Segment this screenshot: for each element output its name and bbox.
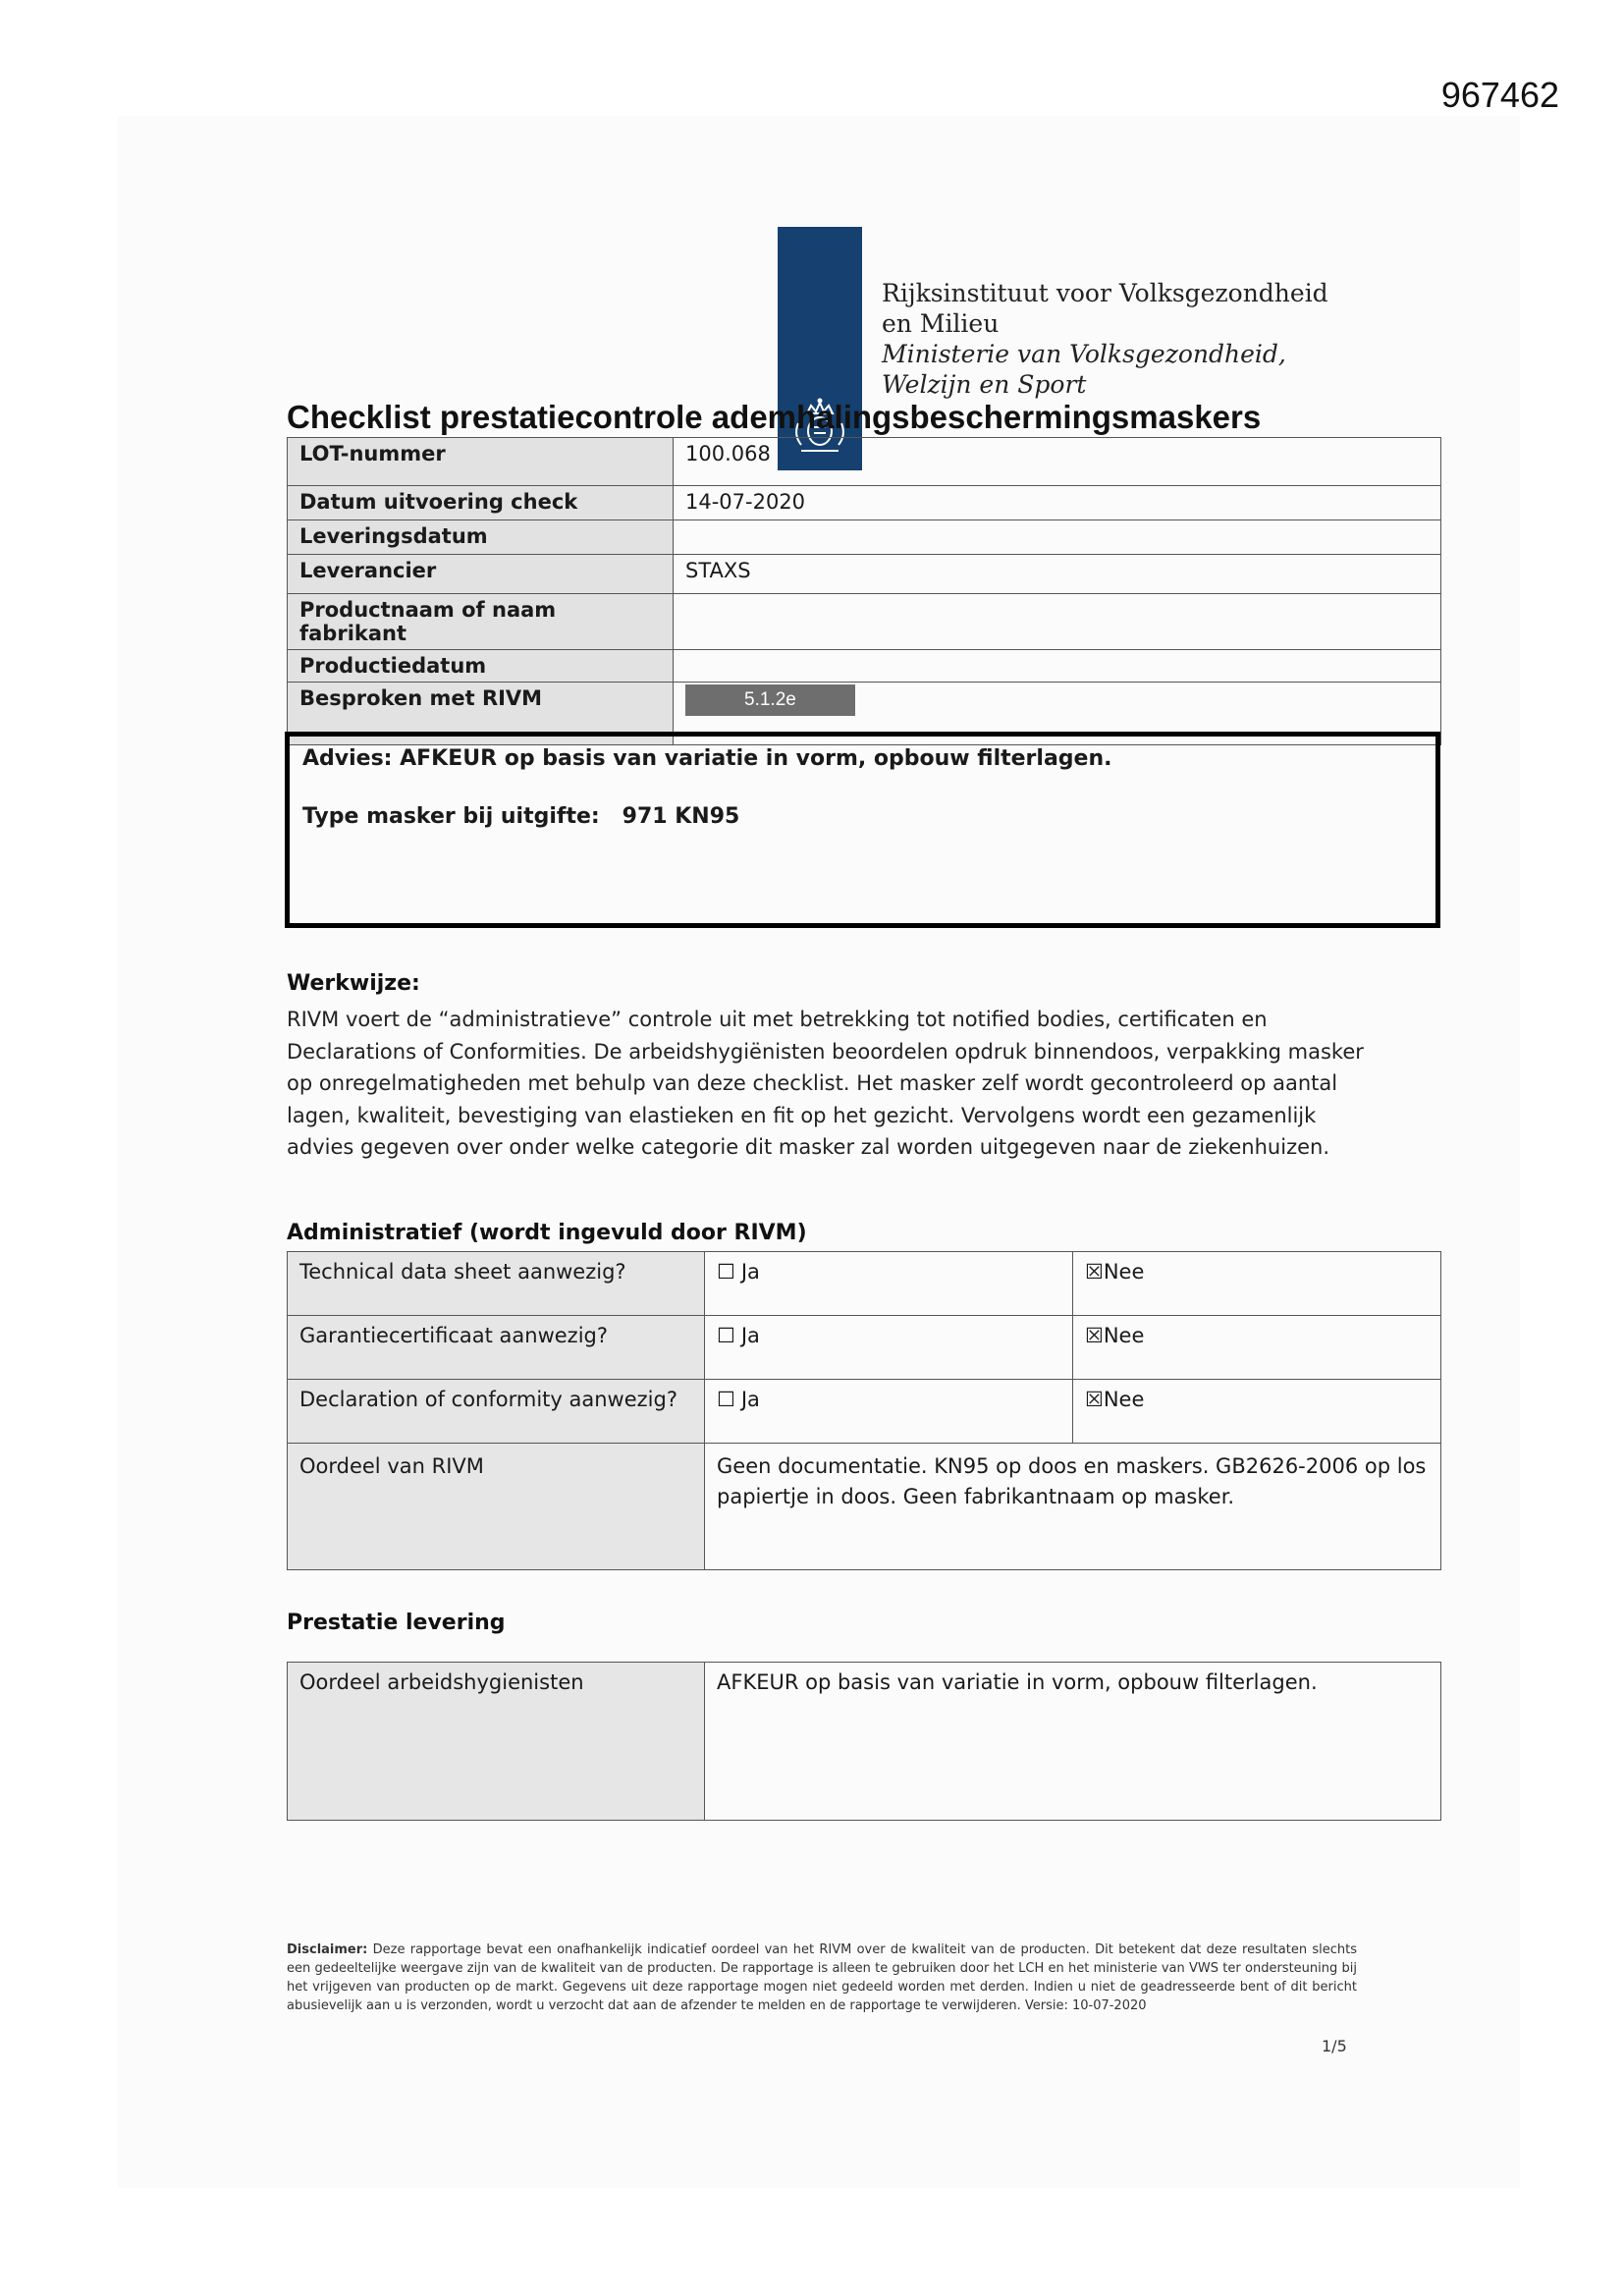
checkbox-checked-icon[interactable]: ☒ (1085, 1324, 1104, 1347)
logo-line-3: Ministerie van Volksgezondheid, (882, 340, 1286, 368)
rivm-judgement-label: Oordeel van RIVM (288, 1444, 705, 1570)
method-text: RIVM voert de “administratieve” controle uit met betrekking tot notified bodies, certificaten en Declarations of Conformities. De arbeidshygiënisten beoordelen opdruk binnendoos, verpakking masker op onregelmatigheden met behulp van deze checklist. Het masker zelf wordt gecontroleerd op aantal lagen, kwaliteit, bevestiging van elastieken en fit op het gezicht. Vervolgens wordt een gezamenlijk advies gegeven over onder welke categorie dit masker zal worden uitgegeven naar de ziekenhuizen. (287, 1008, 1364, 1159)
logo-line-1: Rijksinstituut voor Volksgezondheid (882, 279, 1328, 307)
disclaimer-text: Deze rapportage bevat een onafhankelijk indicatief oordeel van het RIVM over de kwaliteit van de producten. Dit betekent dat deze resultaten slechts een gedeeltelijke weergave zijn van de kwaliteit van de producten. De rapportage is alleen te gebruiken door het LCH en het ministerie van VWS ter ondersteuning bij het vrijgeven van producten op de markt. Gegevens uit deze rapportage mogen niet gedeeld worden met derden. Indien u niet de geadresseerde bent of dit bericht abusievelijk aan u is verzonden, wordt u verzocht dat aan de afzender te melden en de rapportage te verwijderen. Versie: 10-07-2020 (287, 1942, 1357, 2013)
document-title: Checklist prestatiecontrole ademhalingsbeschermingsmaskers (287, 399, 1262, 435)
yes-option[interactable] (705, 1252, 1073, 1316)
hygienists-judgement-text: AFKEUR op basis van variatie in vorm, opbouw filterlagen. (705, 1663, 1441, 1821)
production-date-label: Productiedatum (288, 650, 674, 683)
admin-question: Garantiecertificaat aanwezig? (288, 1316, 705, 1380)
page-number: 1/5 (1322, 2037, 1347, 2055)
check-date-value: 14-07-2020 (674, 486, 1441, 520)
admin-row (288, 1380, 1441, 1444)
logo-line-4: Welzijn en Sport (882, 370, 1087, 399)
supplier-value: STAXS (674, 555, 1441, 594)
admin-table (287, 1251, 1441, 1570)
product-name-value (674, 594, 1441, 650)
delivery-date-label: Leveringsdatum (288, 520, 674, 555)
no-label: Nee (1103, 1260, 1145, 1284)
checkbox-checked-icon[interactable]: ☒ (1085, 1388, 1104, 1411)
admin-row (288, 1252, 1441, 1316)
yes-label: Ja (740, 1388, 760, 1411)
document-id: 967462 (1440, 75, 1559, 115)
no-option[interactable] (1073, 1316, 1441, 1380)
no-label: Nee (1103, 1388, 1145, 1411)
performance-table (287, 1662, 1441, 1821)
yes-label: Ja (740, 1260, 760, 1284)
checkbox-checked-icon[interactable]: ☒ (1085, 1260, 1104, 1284)
admin-question: Declaration of conformity aanwezig? (288, 1380, 705, 1444)
method-heading: Werkwijze: (287, 971, 420, 996)
checkbox-unchecked-icon[interactable]: ☐ (717, 1260, 735, 1284)
yes-option[interactable] (705, 1316, 1073, 1380)
checkbox-unchecked-icon[interactable]: ☐ (717, 1324, 735, 1347)
no-option[interactable] (1073, 1380, 1441, 1444)
product-name-label: Productnaam of naam fabrikant (288, 594, 674, 650)
lot-label: LOT-nummer (288, 438, 674, 486)
discussed-with-rivm-label: Besproken met RIVM (288, 683, 674, 745)
mask-type-text: Type masker bij uitgifte: 971 KN95 (302, 804, 740, 829)
logo-text (882, 278, 1328, 400)
yes-label: Ja (740, 1324, 760, 1347)
redaction-badge: 5.1.2e (685, 684, 855, 716)
admin-question: Technical data sheet aanwezig? (288, 1252, 705, 1316)
admin-heading: Administratief (wordt ingevuld door RIVM) (287, 1221, 807, 1245)
logo-line-2: en Milieu (882, 309, 1000, 338)
admin-row (288, 1316, 1441, 1380)
no-label: Nee (1103, 1324, 1145, 1347)
advice-text: Advies: AFKEUR op basis van variatie in vorm, opbouw filterlagen. (302, 746, 1112, 771)
hygienists-judgement-label: Oordeel arbeidshygienisten (288, 1663, 705, 1821)
delivery-date-value (674, 520, 1441, 555)
production-date-value (674, 650, 1441, 683)
checkbox-unchecked-icon[interactable]: ☐ (717, 1388, 735, 1411)
disclaimer-lead: Disclaimer: (287, 1942, 368, 1957)
performance-heading: Prestatie levering (287, 1611, 506, 1635)
yes-option[interactable] (705, 1380, 1073, 1444)
rivm-judgement-text: Geen documentatie. KN95 op doos en maskers. GB2626-2006 op los papiertje in doos. Geen fabrikantnaam op masker. (705, 1444, 1441, 1570)
no-option[interactable] (1073, 1252, 1441, 1316)
info-table (287, 437, 1441, 745)
admin-row (288, 1444, 1441, 1570)
disclaimer (287, 1941, 1357, 2015)
check-date-label: Datum uitvoering check (288, 486, 674, 520)
advice-box (285, 732, 1440, 928)
supplier-label: Leverancier (288, 555, 674, 594)
lot-value: 100.068 (674, 438, 1441, 486)
